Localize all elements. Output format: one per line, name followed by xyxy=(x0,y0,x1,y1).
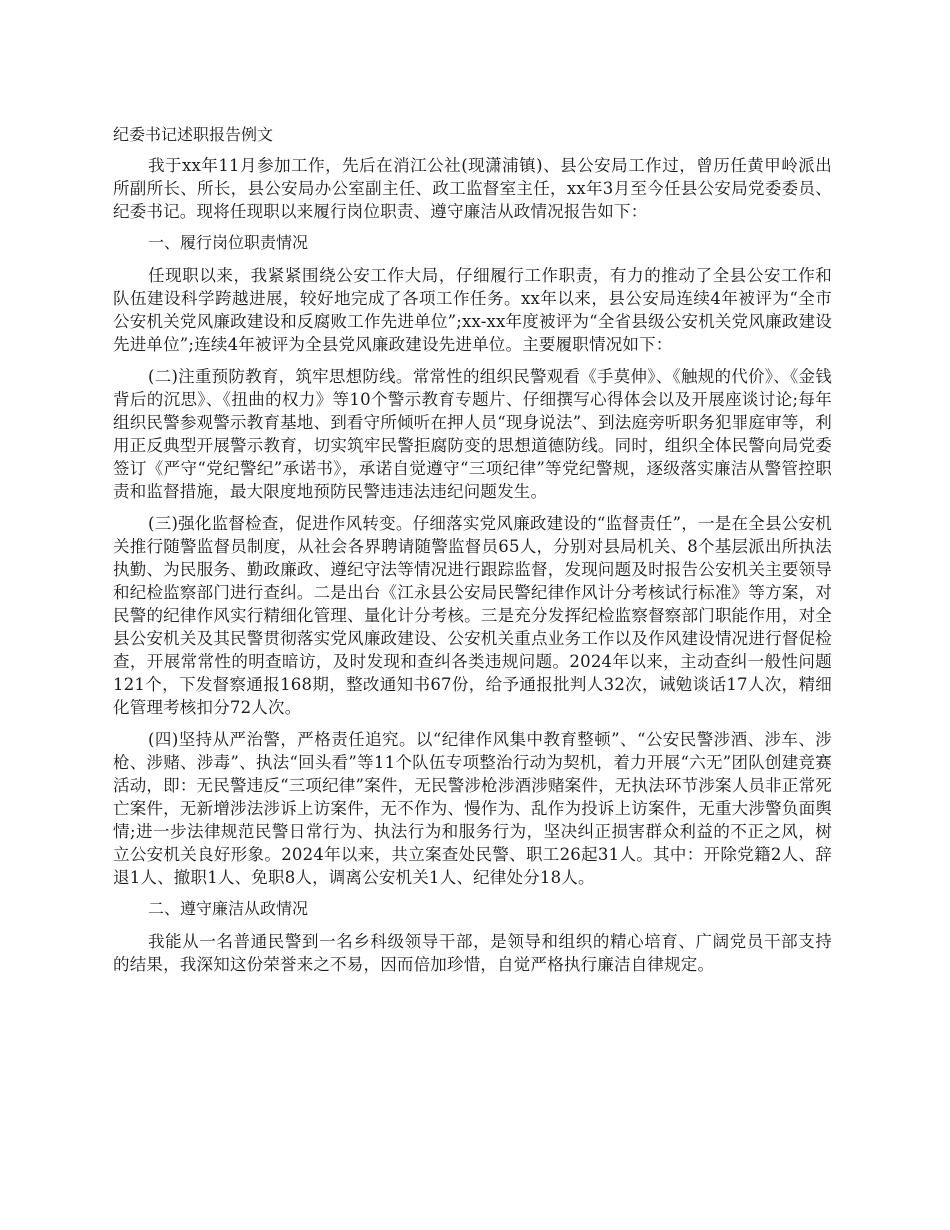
section-1-item-2-paragraph: (二)注重预防教育，筑牢思想防线。常常性的组织民警观看《手莫伸》、《触规的代价》、《金钱背后的沉思》、《扭曲的权力》等10个警示教育专题片、仔细撰写心得体会以及开展座谈讨论;每年组织民警参观警示教育基地、到看守所倾听在押人员“现身说法”、到法庭旁听职务犯罪庭审等，利用正反典型开展警示教育，切实筑牢民警拒腐防变的思想道德防线。同时，组织全体民警向局党委签订《严守“党纪警纪”承诺书》，承诺自觉遵守“三项纪律”等党纪警规，逐级落实廉洁从警管控职责和监督措施，最大限度地预防民警违违法违纪问题发生。 xyxy=(113,367,832,501)
section-2-heading: 二、遵守廉洁从政情况 xyxy=(148,899,309,918)
intro-paragraph: 我于xx年11月参加工作，先后在消江公社(现潇浦镇)、县公安局工作过，曾历任黄甲岭派出所副所长、所长，县公安局办公室副主任、政工监督室主任，xx年3月至今任县公安局党委委员、纪委书记。现将任现职以来履行岗位职责、遵守廉洁从政情况报告如下： xyxy=(113,156,832,221)
section-1-item-3-paragraph: (三)强化监督检查，促进作风转变。仔细落实党风廉政建设的“监督责任”，一是在全县公安机关推行随警监督员制度，从社会各界聘请随警监督员65人，分别对县局机关、8个基层派出所执法执勤、为民服务、勤政廉政、遵纪守法等情况进行跟踪监督，发现问题及时报告公安机关主要领导和纪检监察部门进行查纠。二是出台《江永县公安局民警纪律作风计分考核试行标准》等方案，对民警的纪律作风实行精细化管理、量化计分考核。三是充分发挥纪检监察督察部门职能作用，对全县公安机关及其民警贯彻落实党风廉政建设、公安机关重点业务工作以及作风建设情况进行督促检查，开展常常性的明查暗访，及时发现和查纠各类违规问题。2024年以来，主动查纠一般性问题121个，下发督察通报168期，整改通知书67份，给予通报批判人32次，诫勉谈话17人次，精细化管理考核扣分72人次。 xyxy=(113,514,832,717)
section-1-heading: 一、履行岗位职责情况 xyxy=(148,233,309,252)
section-2-paragraph-1: 我能从一名普通民警到一名乡科级领导干部，是领导和组织的精心培育、广阔党员干部支持的结果，我深知这份荣誉来之不易，因而倍加珍惜，自觉严格执行廉洁自律规定。 xyxy=(113,932,832,974)
section-1-item-4-paragraph: (四)坚持从严治警，严格责任追究。以“纪律作风集中教育整顿”、“公安民警涉酒、涉车、涉枪、涉赌、涉毒”、执法“回头看”等11个队伍专项整治行动为契机，着力开展“六无”团队创建竞赛活动，即：无民警违反“三项纪律”案件，无民警涉枪涉酒涉赌案件，无执法环节涉案人员非正常死亡案件，无新增涉法涉诉上访案件，无不作为、慢作为、乱作为投诉上访案件，无重大涉警负面舆情;进一步法律规范民警日常行为、执法行为和服务行为，坚决纠正损害群众利益的不正之风，树立公安机关良好形象。2024年以来，共立案查处民警、职工26起31人。其中：开除党籍2人、辞退1人、撤职1人、免职8人，调离公安机关1人、纪律处分18人。 xyxy=(113,730,832,887)
section-1-summary-paragraph: 任现职以来，我紧紧围绕公安工作大局，仔细履行工作职责，有力的推动了全县公安工作和队伍建设科学跨越进展，较好地完成了各项工作任务。xx年以来，县公安局连续4年被评为“全市公安机关党风廉政建设和反腐败工作先进单位”;xx-xx年度被评为“全省县级公安机关党风廉政建设先进单位”;连续4年被评为全县党风廉政建设先进单位。主要履职情况如下： xyxy=(113,266,832,354)
document-title: 纪委书记述职报告例文 xyxy=(113,125,274,144)
